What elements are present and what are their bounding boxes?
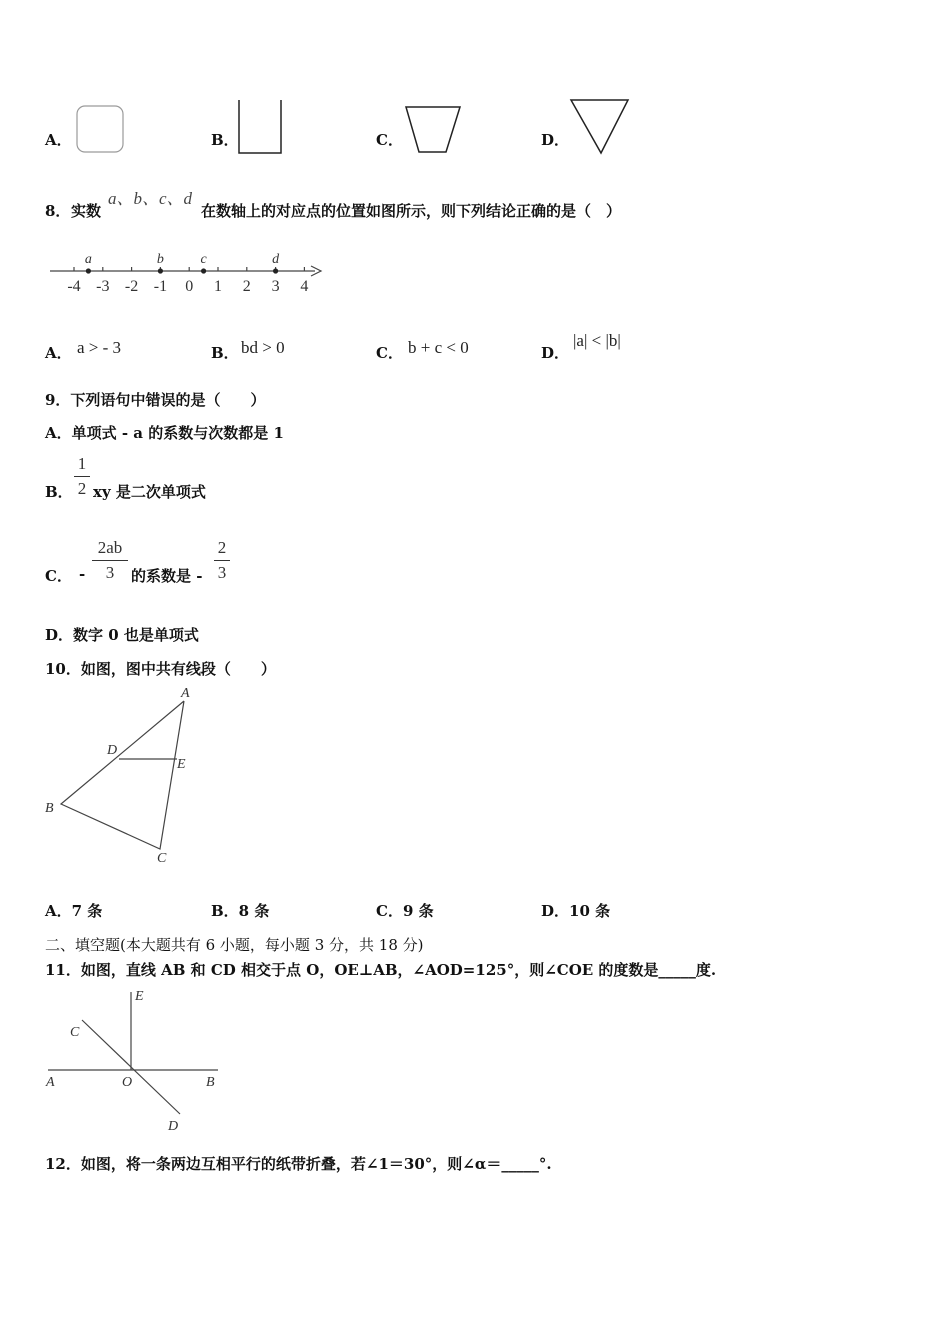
q9-option-b-text: xy 是二次单项式 (93, 483, 206, 501)
q8-option-a-expr: a > - 3 (77, 338, 122, 357)
triangle-abc (61, 701, 184, 849)
q8-prefix: 实数 (71, 202, 102, 220)
q8-option-c-expr: b + c < 0 (408, 338, 469, 357)
fraction-denominator: 3 (217, 563, 227, 582)
axis-tick-label: 0 (185, 278, 194, 295)
section-2-title: 二、填空题(本大题共有 6 小题，每小题 3 分，共 18 分) (45, 936, 424, 954)
axis-tick-label: -3 (96, 278, 110, 295)
q9-option-c-fraction (92, 538, 128, 583)
q10-option-a: A．7 条 (45, 902, 103, 920)
q8-option-d-label: D． (541, 344, 570, 362)
label-o: O (122, 1075, 133, 1090)
q9-option-a: A．单项式 - a 的系数与次数都是 1 (45, 424, 284, 442)
q8-number-line (45, 246, 335, 296)
axis-point-label: b (156, 252, 164, 267)
axis-tick-label: 1 (214, 278, 222, 295)
q7-option-b-label: B． (211, 131, 239, 149)
label-a: A (181, 686, 190, 701)
q12-stem: 12．如图，将一条两边互相平行的纸带折叠，若∠1＝30°，则∠α＝_____°. (45, 1155, 552, 1173)
q7-shape-open-rectangle (236, 98, 286, 158)
q7-option-d-label: D． (541, 131, 570, 149)
fraction-bar (92, 560, 128, 561)
fraction-numerator: 2ab (97, 538, 123, 557)
label-d: D (168, 1119, 179, 1134)
label-e: E (177, 757, 186, 772)
q9-option-b-label: B． (45, 483, 73, 501)
axis-point-a (86, 268, 91, 273)
fraction-bar (214, 560, 230, 561)
axis-tick-labels (67, 278, 308, 295)
label-d: D (107, 743, 118, 758)
q8-option-a-label: A． (45, 344, 72, 362)
q10-option-b: B．8 条 (211, 902, 270, 920)
axis-point-label: d (272, 252, 280, 267)
axis-tick-label: 4 (300, 278, 309, 295)
q7-shape-trapezoid (402, 103, 464, 155)
axis-tick-label: -2 (124, 278, 139, 295)
fraction-denominator: 2 (77, 479, 87, 498)
q10-option-c: C．9 条 (376, 902, 434, 920)
label-b: B (206, 1075, 215, 1090)
axis-tick-label: -1 (153, 278, 168, 295)
q8-option-b-label: B． (211, 344, 239, 362)
q9-option-c-label: C． (45, 567, 72, 585)
q11-stem: 11．如图，直线 AB 和 CD 相交于点 O，OE⊥AB，∠AOD=125°，则∠COE 的度数是_____度. (45, 961, 717, 979)
q7-shape-rounded-square (74, 104, 126, 156)
axis-point-d (273, 268, 278, 273)
label-c: C (70, 1025, 80, 1040)
label-a: A (46, 1075, 55, 1090)
q9-option-c-minus: - (79, 565, 86, 583)
q7-option-c-label: C． (376, 131, 403, 149)
q11-intersecting-lines-figure (40, 984, 230, 1134)
axis-points (85, 252, 280, 274)
q8-option-d-expr: |a| < |b| (573, 331, 621, 350)
q8-number: 8． (45, 202, 71, 220)
q8-option-b-expr: bd > 0 (241, 338, 285, 357)
fraction-numerator: 2 (217, 538, 227, 557)
axis-point-label: a (84, 252, 92, 267)
axis-tick-label: 2 (242, 278, 251, 295)
axis-point-c (201, 268, 206, 273)
fraction-numerator: 1 (77, 454, 87, 473)
axis-tick-label: 3 (271, 278, 280, 295)
fraction-bar (74, 476, 90, 477)
q8-option-c-label: C． (376, 344, 403, 362)
axis-ticks (74, 267, 304, 271)
q9-option-b-fraction (74, 454, 90, 499)
q10-triangle-figure (40, 682, 210, 872)
q9-option-d: D．数字 0 也是单项式 (45, 626, 199, 644)
q7-shape-inverted-triangle (568, 97, 632, 157)
fraction-denominator: 3 (105, 563, 115, 582)
q9-option-c-text: 的系数是 - (131, 567, 203, 585)
q9-stem: 9．下列语句中错误的是（ ） (45, 391, 266, 409)
q7-option-a-label: A． (45, 131, 72, 149)
q10-stem: 10．如图，图中共有线段（ ） (45, 660, 276, 678)
q10-option-d: D．10 条 (541, 902, 611, 920)
axis-tick-label: -4 (67, 278, 81, 295)
q9-option-c-fraction2 (214, 538, 230, 583)
label-b: B (45, 801, 54, 816)
axis-point-b (158, 268, 163, 273)
axis-point-label: c (200, 252, 207, 267)
q8-stem-suffix: 在数轴上的对应点的位置如图所示，则下列结论正确的是（ ） (201, 202, 622, 220)
label-e: E (135, 989, 144, 1004)
label-c: C (157, 851, 167, 866)
q8-variables: a、b、c、d (108, 189, 193, 208)
